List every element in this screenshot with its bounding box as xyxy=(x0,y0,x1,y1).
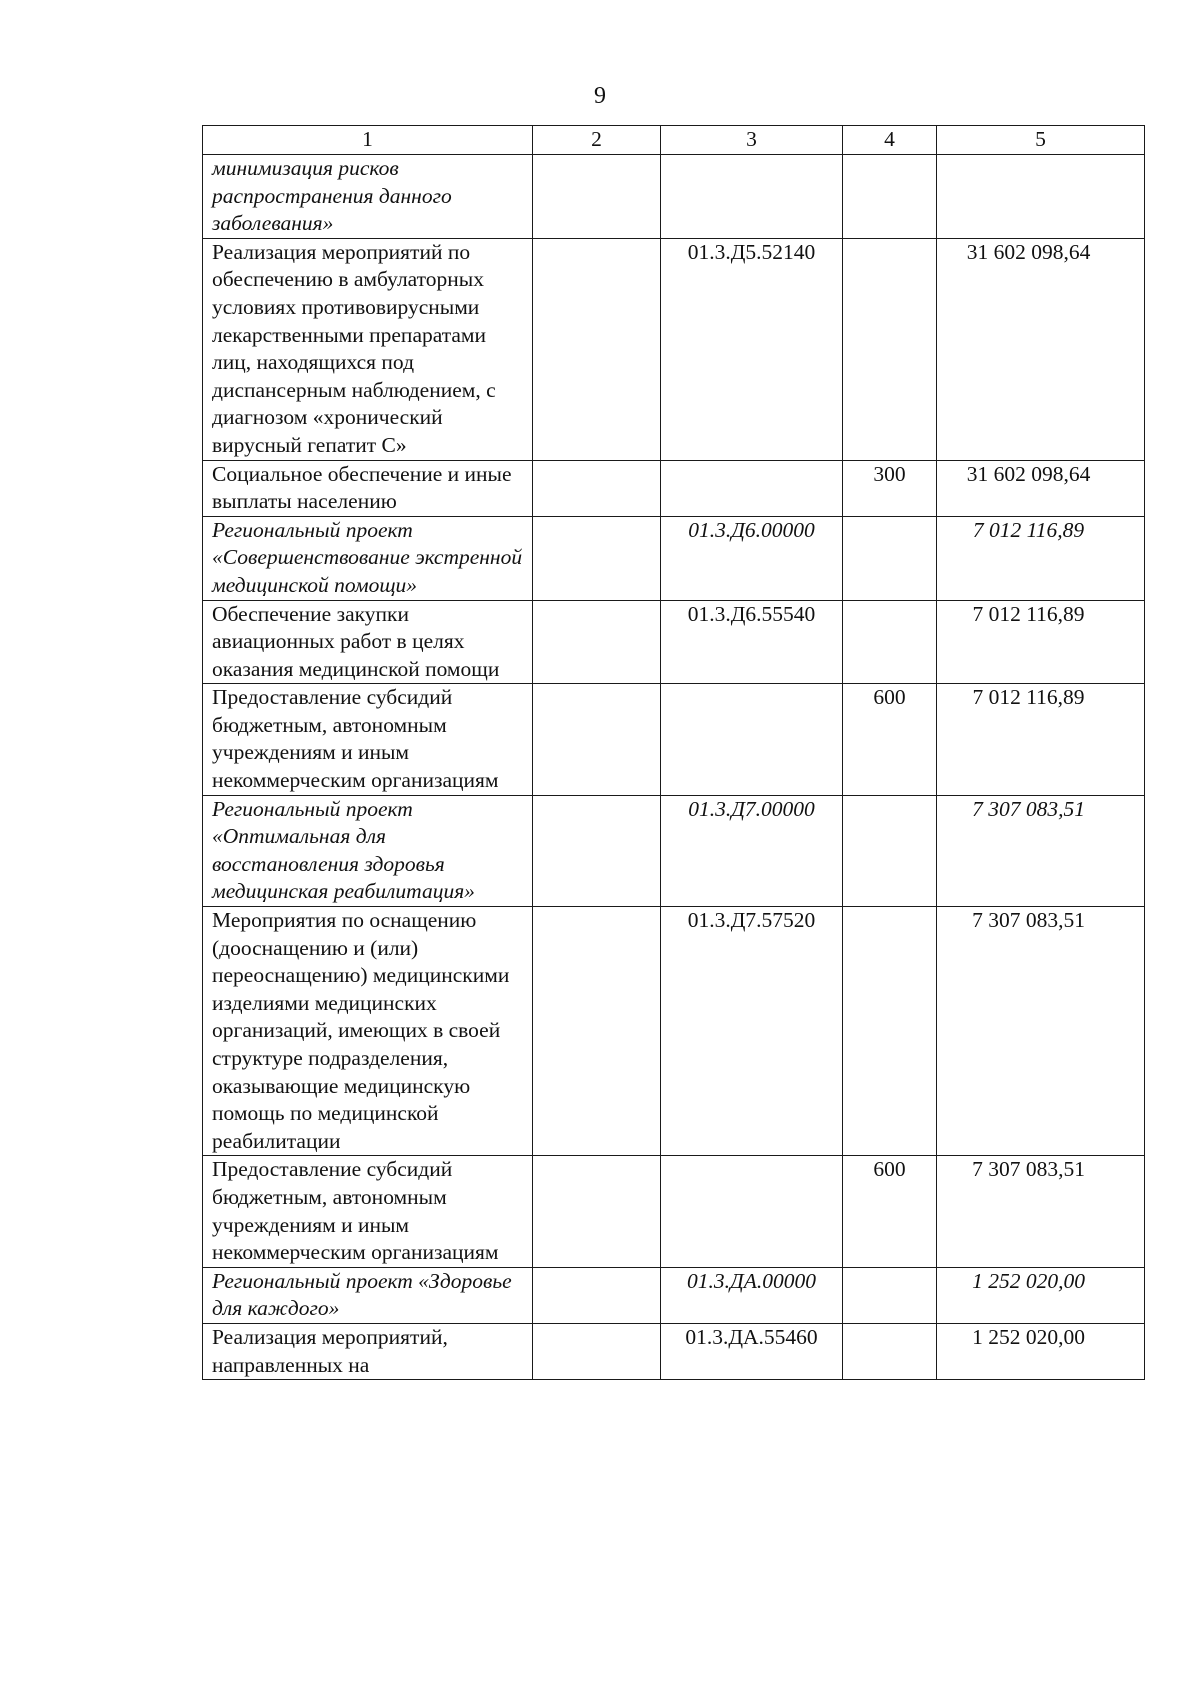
row-amount-cell: 31 602 098,64 xyxy=(937,460,1145,516)
row-code-cell xyxy=(661,155,843,239)
table-row xyxy=(203,684,1145,795)
row-code-cell: 01.3.Д5.52140 xyxy=(661,238,843,460)
row-amount-cell: 7 012 116,89 xyxy=(937,600,1145,684)
row-amount-cell xyxy=(937,155,1145,239)
row-name-cell: Предоставление субсидий бюджетным, автономным учреждениям и иным некоммерческим организациям xyxy=(203,1156,533,1267)
row-col2-cell xyxy=(533,907,661,1156)
column-header-3: 3 xyxy=(661,126,843,155)
header-row xyxy=(203,126,1145,155)
table-row xyxy=(203,460,1145,516)
row-col2-cell xyxy=(533,684,661,795)
row-col2-cell xyxy=(533,600,661,684)
row-kind-cell xyxy=(843,516,937,600)
row-name-cell: Региональный проект «Совершенствование экстренной медицинской помощи» xyxy=(203,516,533,600)
row-amount-cell: 7 307 083,51 xyxy=(937,795,1145,906)
row-col2-cell xyxy=(533,795,661,906)
row-name-cell: минимизация рисков распространения данного заболевания» xyxy=(203,155,533,239)
row-name-cell: Региональный проект «Оптимальная для восстановления здоровья медицинская реабилитация» xyxy=(203,795,533,906)
row-code-cell xyxy=(661,684,843,795)
column-header-4: 4 xyxy=(843,126,937,155)
row-name-cell: Региональный проект «Здоровье для каждого» xyxy=(203,1267,533,1323)
row-name-cell: Мероприятия по оснащению (дооснащению и (или) переоснащению) медицинскими изделиями медицинских организаций, имеющих в своей структуре подразделения, оказывающие медицинскую помощь по медицинской реабилитации xyxy=(203,907,533,1156)
row-col2-cell xyxy=(533,1323,661,1379)
row-amount-cell: 1 252 020,00 xyxy=(937,1323,1145,1379)
table-row xyxy=(203,516,1145,600)
table-row xyxy=(203,155,1145,239)
row-kind-cell xyxy=(843,155,937,239)
table-header xyxy=(203,126,1145,155)
column-header-5: 5 xyxy=(937,126,1145,155)
row-code-cell xyxy=(661,1156,843,1267)
table-row xyxy=(203,1323,1145,1379)
row-col2-cell xyxy=(533,155,661,239)
table-row xyxy=(203,1156,1145,1267)
row-col2-cell xyxy=(533,516,661,600)
row-name-cell: Обеспечение закупки авиационных работ в целях оказания медицинской помощи xyxy=(203,600,533,684)
row-amount-cell: 7 012 116,89 xyxy=(937,684,1145,795)
row-amount-cell: 31 602 098,64 xyxy=(937,238,1145,460)
row-code-cell: 01.3.Д6.00000 xyxy=(661,516,843,600)
row-kind-cell: 600 xyxy=(843,684,937,795)
row-col2-cell xyxy=(533,1156,661,1267)
row-name-cell: Реализация мероприятий, направленных на xyxy=(203,1323,533,1379)
row-kind-cell xyxy=(843,238,937,460)
row-kind-cell xyxy=(843,1323,937,1379)
table-row xyxy=(203,600,1145,684)
row-name-cell: Реализация мероприятий по обеспечению в амбулаторных условиях противовирусными лекарственными препаратами лиц, находящихся под диспансерным наблюдением, с диагнозом «хронический вирусный гепатит С» xyxy=(203,238,533,460)
column-header-2: 2 xyxy=(533,126,661,155)
table-row xyxy=(203,1267,1145,1323)
row-code-cell: 01.3.Д6.55540 xyxy=(661,600,843,684)
row-kind-cell xyxy=(843,1267,937,1323)
budget-table xyxy=(202,125,1145,1380)
row-name-cell: Социальное обеспечение и иные выплаты населению xyxy=(203,460,533,516)
row-col2-cell xyxy=(533,238,661,460)
row-kind-cell: 300 xyxy=(843,460,937,516)
row-name-cell: Предоставление субсидий бюджетным, автономным учреждениям и иным некоммерческим организациям xyxy=(203,684,533,795)
row-amount-cell: 1 252 020,00 xyxy=(937,1267,1145,1323)
row-code-cell xyxy=(661,460,843,516)
row-code-cell: 01.3.ДА.55460 xyxy=(661,1323,843,1379)
table-row xyxy=(203,795,1145,906)
table-row xyxy=(203,238,1145,460)
row-kind-cell xyxy=(843,600,937,684)
row-code-cell: 01.3.ДА.00000 xyxy=(661,1267,843,1323)
row-kind-cell xyxy=(843,907,937,1156)
row-amount-cell: 7 307 083,51 xyxy=(937,907,1145,1156)
column-header-1: 1 xyxy=(203,126,533,155)
page-number: 9 xyxy=(594,83,606,109)
row-amount-cell: 7 307 083,51 xyxy=(937,1156,1145,1267)
row-col2-cell xyxy=(533,460,661,516)
table-row xyxy=(203,907,1145,1156)
row-col2-cell xyxy=(533,1267,661,1323)
row-code-cell: 01.3.Д7.00000 xyxy=(661,795,843,906)
row-kind-cell: 600 xyxy=(843,1156,937,1267)
table-body xyxy=(203,155,1145,1380)
row-code-cell: 01.3.Д7.57520 xyxy=(661,907,843,1156)
row-kind-cell xyxy=(843,795,937,906)
row-amount-cell: 7 012 116,89 xyxy=(937,516,1145,600)
